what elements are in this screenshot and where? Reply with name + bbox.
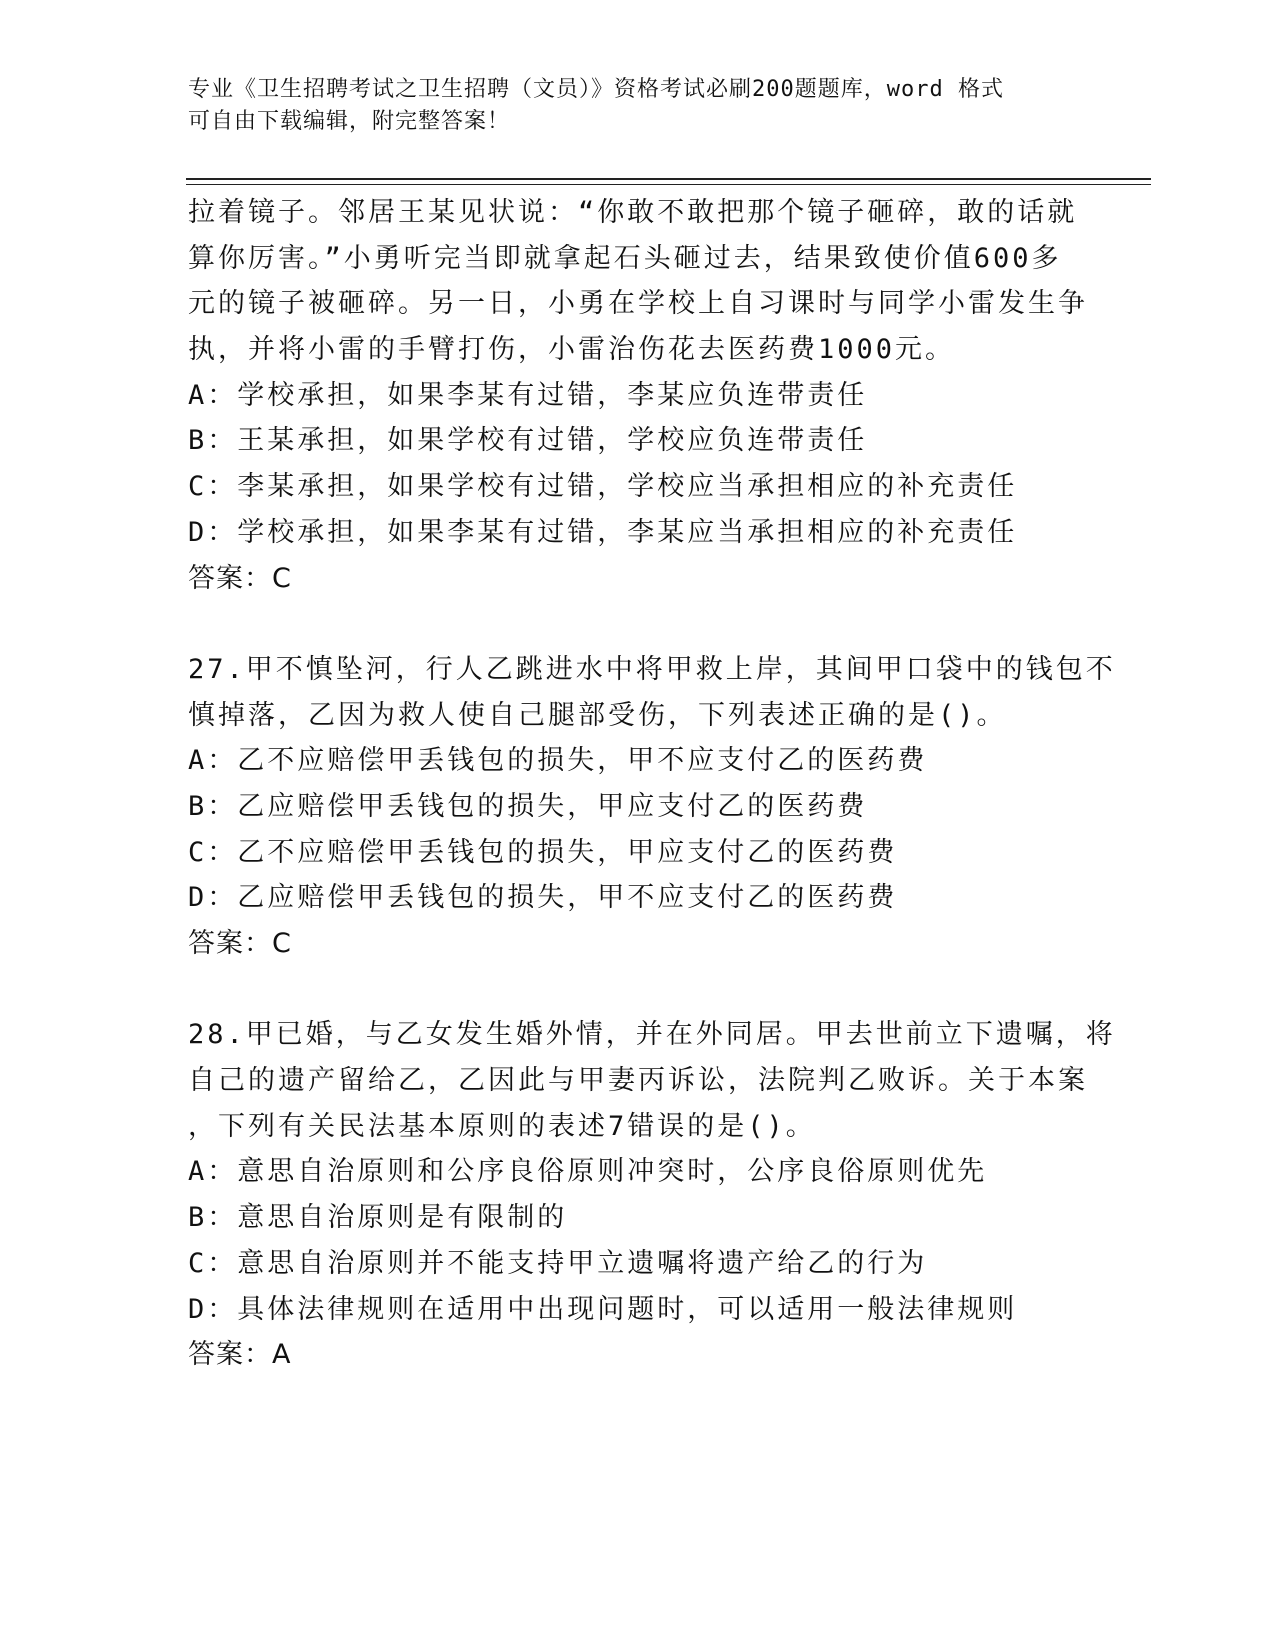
header-line-2: 可自由下载编辑，附完整答案！ [188,109,511,134]
question-text-line: 28.甲已婚，与乙女发生婚外情，并在外同居。甲去世前立下遗嘱，将 [188,1019,1116,1051]
option-b: B：意思自治原则是有限制的 [188,1202,568,1234]
question-text-line: 元的镜子被砸碎。另一日，小勇在学校上自习课时与同学小雷发生争 [188,288,1088,320]
option-b: B：乙应赔偿甲丢钱包的损失，甲应支付乙的医药费 [188,790,868,822]
document-body [188,190,1116,1378]
question-text-line: 27.甲不慎坠河，行人乙跳进水中将甲救上岸，其间甲口袋中的钱包不 [188,653,1116,685]
option-c: C：意思自治原则并不能支持甲立遗嘱将遗产给乙的行为 [188,1247,928,1279]
option-b: B：王某承担，如果学校有过错，学校应负连带责任 [188,425,868,457]
answer-line: 答案：C [188,928,292,959]
question-27 [188,647,1116,967]
question-text-line: ，下列有关民法基本原则的表述7错误的是()。 [188,1110,816,1142]
option-c: C：李某承担，如果学校有过错，学校应当承担相应的补充责任 [188,471,1018,503]
question-text-line: 执，并将小雷的手臂打伤，小雷治伤花去医药费1000元。 [188,334,956,366]
option-c: C：乙不应赔偿甲丢钱包的损失，甲应支付乙的医药费 [188,836,898,868]
answer-line: 答案：A [188,1339,292,1371]
header-divider [186,178,1151,185]
option-a: A：乙不应赔偿甲丢钱包的损失，甲不应支付乙的医药费 [188,745,928,777]
spacer [188,967,1108,1013]
option-d: D：乙应赔偿甲丢钱包的损失，甲不应支付乙的医药费 [188,882,898,914]
page-header [188,74,1068,138]
question-text-line: 自己的遗产留给乙，乙因此与甲妻丙诉讼，法院判乙败诉。关于本案 [188,1065,1088,1097]
option-a: A：学校承担，如果李某有过错，李某应负连带责任 [188,379,868,411]
header-line-1: 专业《卫生招聘考试之卫生招聘（文员）》资格考试必刷200题题库，word 格式 [188,77,1004,102]
question-text-line: 拉着镜子。邻居王某见状说：“你敢不敢把那个镜子砸碎，敢的话就 [188,197,1078,228]
option-d: D：学校承担，如果李某有过错，李某应当承担相应的补充责任 [188,516,1018,548]
question-28 [188,1012,1116,1378]
question-text-line: 算你厉害。”小勇听完当即就拿起石头砸过去，结果致使价值600多 [188,242,1062,274]
option-a: A：意思自治原则和公序良俗原则冲突时，公序良俗原则优先 [188,1156,988,1188]
question-26-continuation [188,190,1108,601]
option-d: D：具体法律规则在适用中出现问题时，可以适用一般法律规则 [188,1293,1018,1325]
spacer [188,601,1108,647]
question-text-line: 慎掉落，乙因为救人使自己腿部受伤，下列表述正确的是()。 [188,699,1007,731]
answer-line: 答案：C [188,562,292,594]
